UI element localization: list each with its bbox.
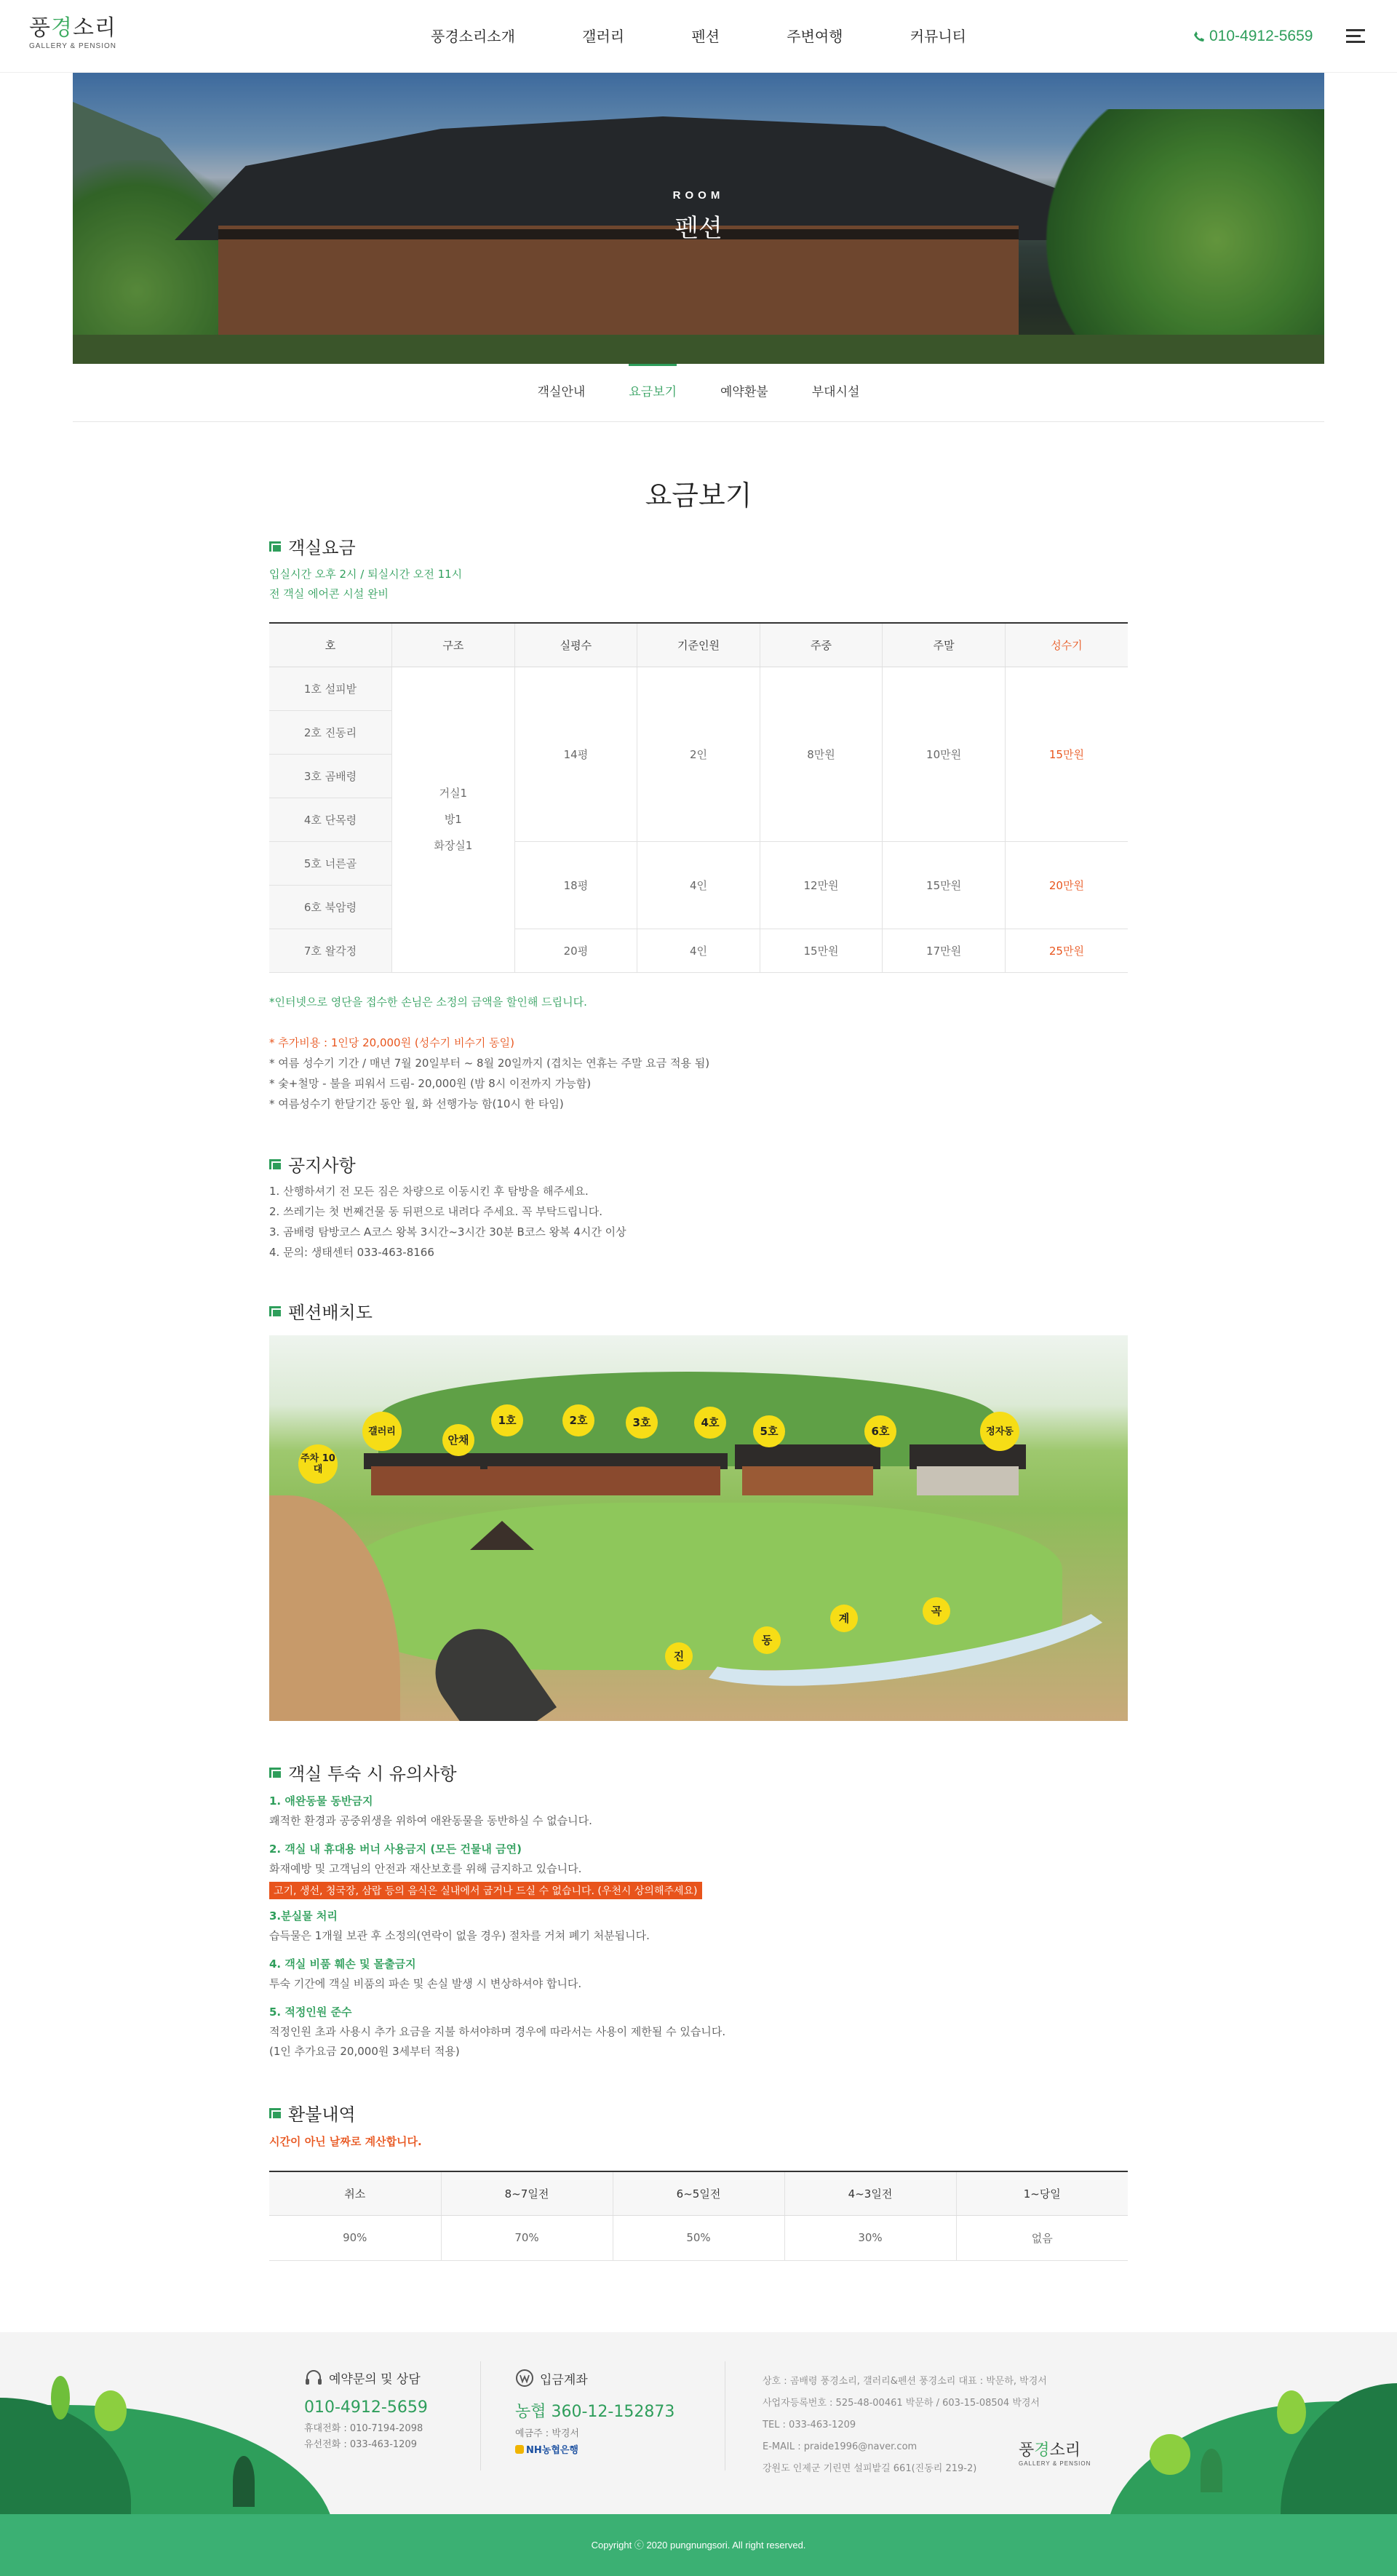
notice-line: 4. 문의: 생태센터 033-463-8166 — [269, 1246, 434, 1259]
footer-phone[interactable]: 010-4912-5659 — [304, 2398, 428, 2417]
table-row: 5호 너른골 18평 4인 12만원 15만원 20만원 — [269, 841, 1128, 885]
section-bullet-icon — [269, 2108, 281, 2118]
caution-heading: 객실 투숙 시 유의사항 — [269, 1760, 457, 1785]
caution-desc: 쾌적한 환경과 공중위생을 위하여 애완동물을 동반하실 수 없습니다. — [269, 1814, 592, 1827]
nh-logo-icon — [515, 2445, 524, 2454]
hero-subtitle: ROOM — [672, 189, 725, 202]
caution-desc: (1인 추가요금 20,000원 3세부터 적용) — [269, 2045, 460, 2058]
warning-banner: 고기, 생선, 청국장, 삼랍 등의 음식은 실내에서 굽거나 드실 수 없습니다. (우천시 상의해주세요) — [269, 1882, 702, 1899]
footer-logo: 풍경소리 GALLERY & PENSION — [1019, 2441, 1091, 2467]
section-bullet-icon — [269, 1159, 281, 1169]
section-bullet-icon — [269, 1306, 281, 1316]
col-header: 취소 — [269, 2171, 441, 2215]
caution-desc: 화재예방 및 고객님의 안전과 재산보호를 위해 금지하고 있습니다. — [269, 1862, 582, 1875]
copyright: Copyright ⓒ 2020 pungnungsori. All right reserved. — [0, 2514, 1397, 2576]
tab-rates[interactable]: 요금보기 — [607, 364, 698, 421]
col-header: 주중 — [760, 623, 883, 667]
nav-item[interactable]: 갤러리 — [582, 28, 625, 45]
table-row: 90% 70% 50% 30% 없음 — [269, 2215, 1128, 2260]
room-name: 3호 곰배령 — [269, 754, 392, 798]
tree-icon — [51, 2376, 70, 2420]
checkin-note: 입실시간 오후 2시 / 퇴실시간 오전 11시 — [269, 568, 463, 581]
rate-table — [269, 622, 1128, 973]
footer-bank: 입금계좌 농협 360-12-152873 예금주 : 박경서 NH농협은행 — [515, 2369, 674, 2456]
map-pin-main-house: 안채 — [442, 1424, 474, 1456]
sub-nav — [73, 364, 1324, 422]
col-header: 주말 — [883, 623, 1006, 667]
caution-title: 4. 객실 비품 훼손 및 몰출금지 — [269, 1957, 416, 1971]
caution-desc: 투숙 기간에 객실 비품의 파손 및 손실 발생 시 변상하셔야 합니다. — [269, 1977, 582, 1990]
room-name: 1호 설피밭 — [269, 667, 392, 710]
caution-title: 5. 적정인원 준수 — [269, 2005, 352, 2019]
nh-bank-logo: NH농협은행 — [515, 2442, 578, 2456]
room-name: 5호 너른골 — [269, 841, 392, 885]
nav-item[interactable]: 주변여행 — [787, 28, 843, 45]
tab-facilities[interactable]: 부대시설 — [811, 385, 860, 399]
map-heading: 펜션배치도 — [269, 1298, 373, 1324]
map-stream-label: 곡 — [923, 1597, 950, 1625]
map-pin-room: 3호 — [626, 1407, 658, 1439]
tree-icon — [1277, 2390, 1306, 2434]
caution-title: 1. 애완동물 동반금지 — [269, 1794, 373, 1808]
map-pin-gallery: 갤러리 — [362, 1412, 402, 1451]
nav-item[interactable]: 풍경소리소개 — [431, 28, 515, 45]
pension-layout-map — [269, 1335, 1128, 1721]
room-name: 4호 단목령 — [269, 798, 392, 841]
caution-title: 3.분실물 처리 — [269, 1909, 338, 1923]
nav-item[interactable]: 커뮤니티 — [910, 28, 966, 45]
page-title: 요금보기 — [645, 480, 752, 512]
col-header: 6~5일전 — [613, 2171, 784, 2215]
hero-title: 펜션 — [674, 214, 723, 243]
table-row: 1호 설피밭 거실1 방1 화장실1 14평 2인 8만원 10만원 15만원 — [269, 667, 1128, 710]
refund-table — [269, 2171, 1128, 2261]
tab-room-info[interactable]: 객실안내 — [537, 385, 586, 399]
refund-note: 시간이 아닌 날짜로 계산합니다. — [269, 2135, 422, 2148]
col-header: 8~7일전 — [441, 2171, 613, 2215]
extra-note: * 숯+철망 - 불을 피워서 드림- 20,000원 (밤 8시 이전까지 가능함) — [269, 1077, 592, 1090]
notice-line: 2. 쓰레기는 첫 번째건물 동 뒤편으로 내려다 주세요. 꼭 부탁드립니다. — [269, 1205, 602, 1218]
footer-contact: 예약문의 및 상담 010-4912-5659 휴대전화 : 010-7194-2098 유선전화 : 033-463-1209 — [304, 2369, 428, 2453]
room-name: 2호 진동리 — [269, 710, 392, 754]
col-header: 호 — [269, 623, 392, 667]
map-stream-label: 계 — [830, 1605, 858, 1632]
col-header: 구조 — [392, 623, 515, 667]
caution-desc: 습득물은 1개월 보관 후 소정의(연락이 없을 경우) 절차를 거쳐 폐기 처분됩니다. — [269, 1929, 650, 1942]
map-stream-label: 진 — [665, 1642, 693, 1670]
map-pin-pavilion: 정자동 — [980, 1412, 1019, 1451]
aircon-note: 전 객실 에어콘 시설 완비 — [269, 587, 389, 600]
col-header: 기준인원 — [637, 623, 760, 667]
extra-note: * 여름성수기 한달기간 동안 월, 화 선행가능 함(10시 한 타임) — [269, 1097, 564, 1110]
discount-note: *인터넷으로 영단을 접수한 손님은 소정의 금액을 할인해 드립니다. — [269, 995, 587, 1009]
hero-banner — [73, 73, 1324, 364]
extra-cost-title: * 추가비용 : 1인당 20,000원 (성수기 비수기 동일) — [269, 1036, 515, 1049]
room-name: 6호 북암령 — [269, 885, 392, 929]
map-pin-room: 1호 — [491, 1404, 523, 1436]
tab-reservation-refund[interactable]: 예약환불 — [720, 385, 768, 399]
col-header: 1~당일 — [956, 2171, 1128, 2215]
map-pin-room: 4호 — [694, 1407, 726, 1439]
room-name: 7호 왈각정 — [269, 929, 392, 972]
map-pin-room: 6호 — [864, 1415, 896, 1447]
won-coin-icon — [515, 2369, 534, 2388]
map-pin-room: 2호 — [562, 1404, 594, 1436]
main-nav — [422, 25, 975, 48]
map-stream-label: 동 — [753, 1626, 781, 1654]
table-row: 7호 왈각정 20평 4인 15만원 17만원 25만원 — [269, 929, 1128, 972]
refund-heading: 환불내역 — [269, 2100, 356, 2126]
hamburger-menu-icon[interactable] — [1346, 29, 1365, 44]
phone-icon — [1193, 31, 1205, 42]
col-header: 성수기 — [1005, 623, 1128, 667]
header-phone[interactable]: 010-4912-5659 — [1193, 25, 1313, 48]
col-header: 4~3일전 — [784, 2171, 956, 2215]
extra-note: * 여름 성수기 기간 / 매년 7월 20일부터 ~ 8월 20일까지 (겹치는 연휴는 주말 요금 적용 됨) — [269, 1057, 710, 1070]
map-pin-room: 5호 — [753, 1415, 785, 1447]
tree-icon — [1150, 2434, 1190, 2475]
headset-icon — [304, 2370, 323, 2386]
room-structure: 거실1 방1 화장실1 — [392, 667, 515, 972]
caution-desc: 적정인원 초과 사용시 추가 요금을 지불 하셔야하며 경우에 따라서는 사용이 제한될 수 있습니다. — [269, 2025, 726, 2038]
tree-icon — [1201, 2449, 1222, 2492]
site-header — [0, 0, 1397, 73]
logo[interactable]: 풍경소리 GALLERY & PENSION — [29, 15, 117, 50]
nav-item[interactable]: 펜션 — [691, 28, 720, 45]
tree-icon — [95, 2390, 127, 2431]
caution-title: 2. 객실 내 휴대용 버너 사용금지 (모든 건물내 금연) — [269, 1842, 522, 1856]
rates-heading: 객실요금 — [269, 533, 356, 559]
bank-account: 농협 360-12-152873 — [515, 2403, 675, 2421]
tree-icon — [233, 2456, 255, 2507]
section-bullet-icon — [269, 1768, 281, 1778]
footer-company-info: 상호 : 곰배령 풍경소리, 갤러리&펜션 풍경소리 대표 : 박문하, 박경서 사업자등록번호 : 525-48-00461 박문하 / 603-15-08504 박경서 TEL : 033-463-1209 E-MAIL : praide1996@naver.com 강원도 인제군 기린면 설피밭길 661(진동리 219-2) — [763, 2376, 1047, 2474]
section-bullet-icon — [269, 541, 281, 552]
notice-heading: 공지사항 — [269, 1151, 356, 1177]
notice-line: 3. 곰배령 탐방코스 A코스 왕복 3시간~3시간 30분 B코스 왕복 4시간 이상 — [269, 1225, 626, 1239]
col-header: 실평수 — [514, 623, 637, 667]
notice-line: 1. 산행하셔기 전 모든 짐은 차량으로 이동시킨 후 탐방을 해주세요. — [269, 1185, 589, 1198]
map-pin-parking: 주차 10대 — [298, 1444, 338, 1484]
